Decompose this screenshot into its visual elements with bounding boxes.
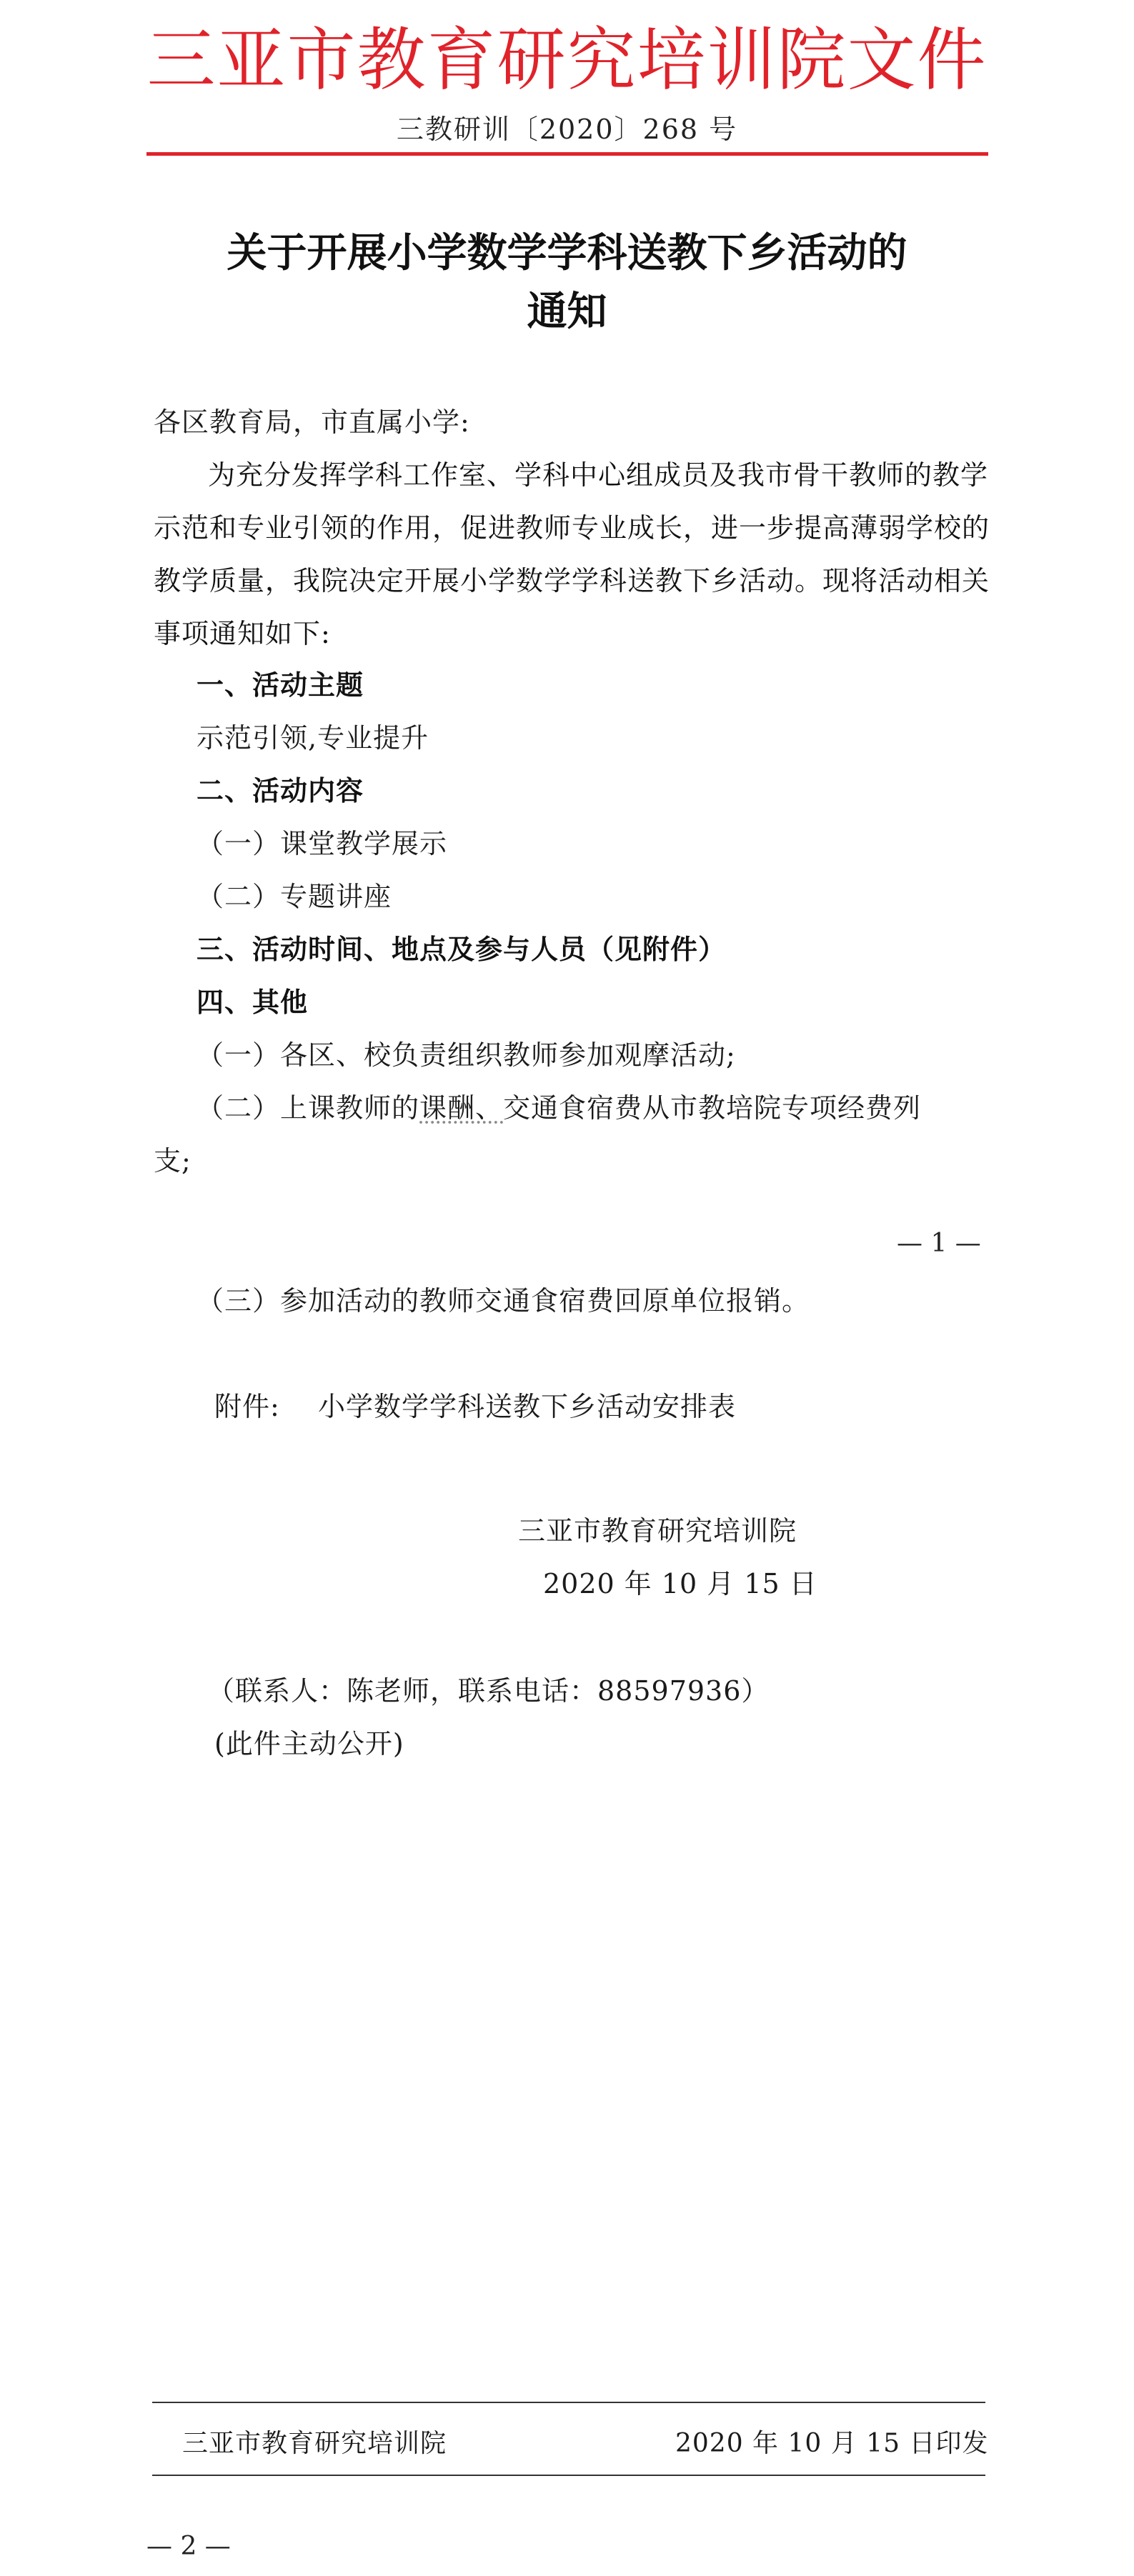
section-1-heading: 一、活动主题 <box>197 669 364 701</box>
section-4-item-3: （三）参加活动的教师交通食宿费回原单位报销。 <box>197 1285 810 1317</box>
page-2-number: — 2 — <box>146 2532 231 2561</box>
section-4-item-2 <box>197 1086 921 1125</box>
footer-organization: 三亚市教育研究培训院 <box>182 2429 447 2458</box>
section-4-item-2-continued: 支; <box>154 1145 192 1177</box>
section-4-item-2-part-c: 交通食宿费从市教培院专项经费列 <box>503 1092 922 1124</box>
attachment-label: 附件: <box>214 1391 280 1422</box>
section-4-item-1: （一）各区、校负责组织教师参加观摩活动; <box>197 1039 736 1071</box>
section-2-item-2: （二）专题讲座 <box>197 881 392 912</box>
footer-print-date: 2020 年 10 月 15 日印发 <box>675 2429 989 2458</box>
contact-info: （联系人：陈老师，联系电话：88597936） <box>207 1675 770 1707</box>
footer-top-rule <box>152 2402 985 2403</box>
section-4-heading: 四、其他 <box>197 987 309 1018</box>
issuer-title: 三亚市教育研究培训院文件 <box>146 20 988 100</box>
attachment-name: 小学数学学科送教下乡活动安排表 <box>318 1391 737 1422</box>
section-4-item-2-underlined: 课酬、 <box>419 1092 504 1124</box>
page-1-number: — 1 — <box>897 1229 981 1258</box>
section-1-text: 示范引领,专业提升 <box>197 722 429 754</box>
section-2-item-1: （一）课堂教学展示 <box>197 828 448 859</box>
header-red-rule <box>146 152 988 156</box>
notice-title-line2: 通知 <box>527 289 607 335</box>
section-2-heading: 二、活动内容 <box>197 775 364 807</box>
footer-bottom-rule <box>152 2475 985 2476</box>
salutation: 各区教育局，市直属小学: <box>154 406 470 438</box>
disclosure-note: (此件主动公开) <box>214 1728 404 1759</box>
section-4-item-2-part-a: （二）上课教师的 <box>197 1092 420 1124</box>
signature-organization: 三亚市教育研究培训院 <box>518 1515 797 1547</box>
section-3-heading: 三、活动时间、地点及参与人员（见附件） <box>197 934 727 965</box>
document-number: 三教研训〔2020〕268 号 <box>396 114 738 145</box>
signature-date: 2020 年 10 月 15 日 <box>543 1568 817 1599</box>
intro-paragraph: 为充分发挥学科工作室、学科中心组成员及我市骨干教师的教学示范和专业引领的作用，促进教师专业成长，进一步提高薄弱学校的教学质量，我院决定开展小学数学学科送教下乡活动。现将活动相关事项通知如下: <box>154 459 990 649</box>
notice-title-line1: 关于开展小学数学学科送教下乡活动的 <box>227 230 907 276</box>
